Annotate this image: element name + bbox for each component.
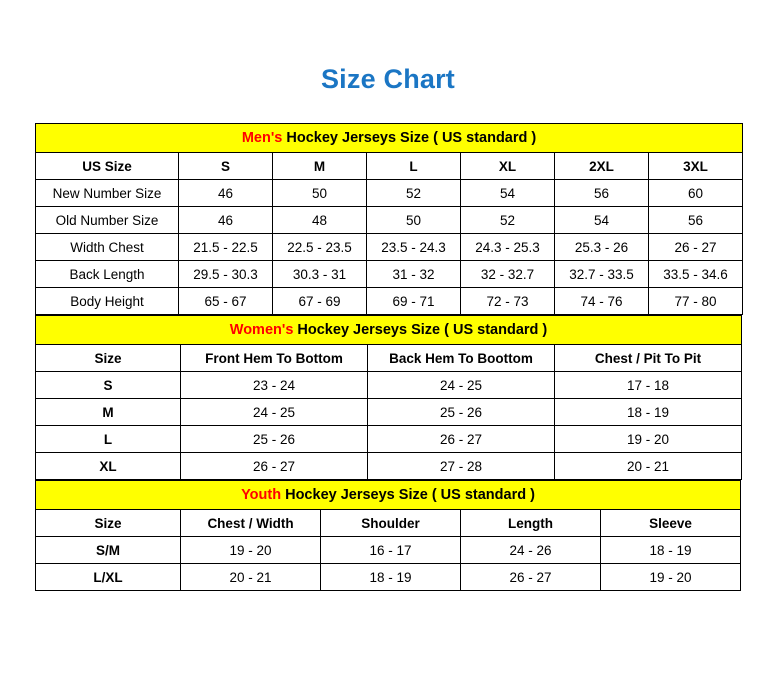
mens-header-cell: M xyxy=(273,153,367,180)
mens-cell: 54 xyxy=(555,207,649,234)
table-row xyxy=(36,453,742,480)
mens-header-cell: 3XL xyxy=(649,153,743,180)
mens-row-label: Old Number Size xyxy=(36,207,179,234)
table-header-row xyxy=(36,510,741,537)
table-row xyxy=(36,399,742,426)
womens-cell: 25 - 26 xyxy=(368,399,555,426)
mens-cell: 72 - 73 xyxy=(461,288,555,315)
youth-banner-accent: Youth xyxy=(241,487,282,503)
mens-cell: 54 xyxy=(461,180,555,207)
mens-cell: 52 xyxy=(367,180,461,207)
youth-cell: 18 - 19 xyxy=(321,564,461,591)
mens-cell: 33.5 - 34.6 xyxy=(649,261,743,288)
youth-header-cell: Size xyxy=(36,510,181,537)
mens-header-cell: L xyxy=(367,153,461,180)
womens-banner-rest: Hockey Jerseys Size ( US standard ) xyxy=(293,322,548,338)
youth-cell: 24 - 26 xyxy=(461,537,601,564)
mens-banner-rest: Hockey Jerseys Size ( US standard ) xyxy=(282,130,537,146)
page-title: Size Chart xyxy=(320,64,456,94)
table-banner-row xyxy=(36,124,743,153)
womens-cell: 26 - 27 xyxy=(368,426,555,453)
mens-cell: 24.3 - 25.3 xyxy=(461,234,555,261)
mens-cell: 22.5 - 23.5 xyxy=(273,234,367,261)
mens-cell: 46 xyxy=(179,207,273,234)
youth-cell: 18 - 19 xyxy=(601,537,741,564)
womens-header-cell: Chest / Pit To Pit xyxy=(555,345,742,372)
table-row xyxy=(36,537,741,564)
womens-size-table xyxy=(35,315,742,480)
mens-header-cell: 2XL xyxy=(555,153,649,180)
mens-cell: 46 xyxy=(179,180,273,207)
mens-row-label: Back Length xyxy=(36,261,179,288)
womens-cell: 26 - 27 xyxy=(181,453,368,480)
mens-row-label: Width Chest xyxy=(36,234,179,261)
mens-cell: 56 xyxy=(649,207,743,234)
table-banner-row xyxy=(36,316,742,345)
mens-cell: 26 - 27 xyxy=(649,234,743,261)
mens-size-table xyxy=(35,123,743,315)
mens-cell: 60 xyxy=(649,180,743,207)
youth-cell: 16 - 17 xyxy=(321,537,461,564)
mens-header-cell: XL xyxy=(461,153,555,180)
table-row xyxy=(36,564,741,591)
mens-cell: 74 - 76 xyxy=(555,288,649,315)
mens-cell: 23.5 - 24.3 xyxy=(367,234,461,261)
mens-row-label: New Number Size xyxy=(36,180,179,207)
womens-header-cell: Size xyxy=(36,345,181,372)
womens-cell: 24 - 25 xyxy=(181,399,368,426)
womens-row-label: XL xyxy=(36,453,181,480)
mens-cell: 25.3 - 26 xyxy=(555,234,649,261)
womens-row-label: L xyxy=(36,426,181,453)
table-row xyxy=(36,234,743,261)
womens-cell: 18 - 19 xyxy=(555,399,742,426)
mens-cell: 48 xyxy=(273,207,367,234)
table-row xyxy=(36,288,743,315)
youth-cell: 19 - 20 xyxy=(601,564,741,591)
mens-cell: 21.5 - 22.5 xyxy=(179,234,273,261)
mens-cell: 32 - 32.7 xyxy=(461,261,555,288)
youth-header-cell: Shoulder xyxy=(321,510,461,537)
womens-row-label: S xyxy=(36,372,181,399)
table-row xyxy=(36,207,743,234)
mens-cell: 56 xyxy=(555,180,649,207)
table-header-row xyxy=(36,345,742,372)
table-row xyxy=(36,372,742,399)
womens-cell: 20 - 21 xyxy=(555,453,742,480)
table-banner-row xyxy=(36,481,741,510)
mens-cell: 69 - 71 xyxy=(367,288,461,315)
womens-row-label: M xyxy=(36,399,181,426)
youth-cell: 26 - 27 xyxy=(461,564,601,591)
mens-header-cell: S xyxy=(179,153,273,180)
youth-row-label: L/XL xyxy=(36,564,181,591)
womens-cell: 17 - 18 xyxy=(555,372,742,399)
table-row xyxy=(36,426,742,453)
youth-size-table xyxy=(35,480,741,591)
table-header-row xyxy=(36,153,743,180)
mens-header-cell: US Size xyxy=(36,153,179,180)
womens-banner-accent: Women's xyxy=(229,322,294,338)
mens-row-label: Body Height xyxy=(36,288,179,315)
table-row xyxy=(36,261,743,288)
youth-cell: 20 - 21 xyxy=(181,564,321,591)
youth-banner-rest: Hockey Jerseys Size ( US standard ) xyxy=(281,487,535,503)
table-row xyxy=(36,180,743,207)
mens-cell: 67 - 69 xyxy=(273,288,367,315)
mens-cell: 50 xyxy=(367,207,461,234)
mens-cell: 52 xyxy=(461,207,555,234)
mens-banner-accent: Men's xyxy=(241,130,283,146)
size-tables xyxy=(35,123,741,591)
youth-row-label: S/M xyxy=(36,537,181,564)
youth-header-cell: Sleeve xyxy=(601,510,741,537)
mens-cell: 65 - 67 xyxy=(179,288,273,315)
womens-cell: 19 - 20 xyxy=(555,426,742,453)
mens-cell: 77 - 80 xyxy=(649,288,743,315)
youth-cell: 19 - 20 xyxy=(181,537,321,564)
womens-header-cell: Front Hem To Bottom xyxy=(181,345,368,372)
mens-cell: 29.5 - 30.3 xyxy=(179,261,273,288)
womens-cell: 25 - 26 xyxy=(181,426,368,453)
youth-banner xyxy=(36,481,741,510)
womens-cell: 23 - 24 xyxy=(181,372,368,399)
mens-cell: 32.7 - 33.5 xyxy=(555,261,649,288)
youth-header-cell: Length xyxy=(461,510,601,537)
womens-banner xyxy=(36,316,742,345)
womens-cell: 27 - 28 xyxy=(368,453,555,480)
mens-cell: 50 xyxy=(273,180,367,207)
womens-header-cell: Back Hem To Boottom xyxy=(368,345,555,372)
womens-cell: 24 - 25 xyxy=(368,372,555,399)
mens-cell: 31 - 32 xyxy=(367,261,461,288)
mens-cell: 30.3 - 31 xyxy=(273,261,367,288)
mens-banner xyxy=(36,124,743,153)
youth-header-cell: Chest / Width xyxy=(181,510,321,537)
